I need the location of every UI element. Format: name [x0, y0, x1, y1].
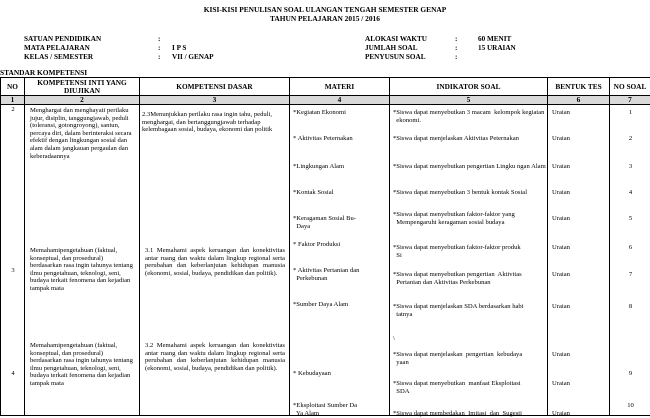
column-number: 4 — [290, 96, 390, 105]
cell-kompetensi-inti — [25, 105, 140, 416]
meta-label-kelas: KELAS / SEMESTER — [24, 53, 93, 61]
stray-mark: \ — [393, 335, 413, 343]
no-soal-item: 8 — [610, 303, 650, 311]
header-kompetensi-dasar: KOMPETENSI DASAR — [140, 78, 290, 96]
bentuk-item: Uraian — [552, 271, 570, 279]
meta-colon: : — [158, 53, 160, 61]
no-soal-item: 4 — [610, 189, 650, 197]
bentuk-item: Uraian — [552, 189, 570, 197]
meta-label-alokasi: ALOKASI WAKTU — [365, 35, 427, 43]
no-soal-item: 6 — [610, 244, 650, 252]
column-number: 5 — [390, 96, 548, 105]
materi-item: *Lingkungan Alam — [293, 163, 388, 171]
indikator-item: *Siswa dapat menyebutkan faktor-faktor yang Mempengaruhi keragaman sosial budaya — [393, 211, 545, 226]
meta-colon: : — [158, 44, 160, 52]
indikator-item: *Siswa dapat menyebutkan manfaat Eksploitasi SDA — [393, 380, 545, 395]
ki-text: Memahamipengetahuan (faktual, konseptual, dan prosedural) berdasarkan rasa ingin tahunya tentang ilmu pengetahuan, teknologi, seni, budaya terkait fenomena dan kejadian tampak mata — [30, 247, 136, 293]
kd-text: 3.1 Memahami aspek keruangan dan konektivitas antar ruang dan waktu dalam lingkup regional serta perubahan dan keberlanjutan kehidupan manusia (ekonomi, sosial, budaya, pendidikan dan politik). — [145, 247, 285, 277]
indikator-item: *Siswa dapat menyebutkan 3 macam kelompok kegiatan ekonomi. — [393, 109, 545, 124]
bentuk-item: Uraian — [552, 303, 570, 311]
meta-colon: : — [455, 35, 457, 43]
meta-label-jumlah: JUMLAH SOAL — [365, 44, 418, 52]
materi-item: *Sumber Daya Alam — [293, 301, 388, 309]
column-number: 6 — [548, 96, 610, 105]
meta-colon: : — [455, 44, 457, 52]
cell-no — [1, 105, 25, 416]
no-soal-item: 3 — [610, 163, 650, 171]
column-number-row — [1, 96, 650, 105]
column-number: 3 — [140, 96, 290, 105]
header-no-soal: NO SOAL — [610, 78, 650, 96]
ki-text: Menghargai dan menghayati perilaku jujur, disiplin, tanggungjawab, peduli (toleransi, gotongroyong), santun, percaya diri, dalam berinteraksi secara efektif dengan lingkungan sosial dan alam dalam jangkauan pergaulan dan keberadaannya — [30, 107, 136, 160]
indikator-item: *Siswa dapat menyebutkan pengertian Aktivitas Pertanian dan Aktivitas Perkebunan — [393, 271, 545, 286]
header-row — [1, 78, 650, 96]
header-no: NO — [1, 78, 25, 96]
indikator-item: *Siswa dapat membedakan Imitasi dan Sugesti — [393, 410, 545, 418]
kd-text: 2.3Menunjukkan perilaku rasa ingin tahu, peduli, menghargai, dan bertanggungjawab terhadap kelembagaan sosial, budaya, ekonomi dan politik — [142, 111, 284, 134]
bentuk-item: Uraian — [552, 351, 570, 359]
no-soal-item: 5 — [610, 215, 650, 223]
column-number: 2 — [25, 96, 140, 105]
indikator-item: *Siswa dapat menyebutkan 3 bentuk kontak Sosial — [393, 189, 545, 197]
materi-item: *Kontak Sosial — [293, 189, 388, 197]
header-indikator: INDIKATOR SOAL — [390, 78, 548, 96]
cell-materi — [290, 105, 390, 416]
section-label: STANDAR KOMPETENSI — [0, 68, 87, 77]
meta-colon: : — [455, 53, 457, 61]
indikator-item: *Siswa dapat menjelaskan SDA berdasarkan habi tatnya — [393, 303, 545, 318]
no-soal-item: 9 — [610, 370, 650, 378]
row-number: 4 — [1, 370, 25, 378]
bentuk-item: Uraian — [552, 109, 570, 117]
indikator-item: *Siswa dapat menyebutkan faktor-faktor produk Si — [393, 244, 545, 259]
cell-indikator — [390, 105, 548, 416]
document-subtitle: TAHUN PELAJARAN 2015 / 2016 — [0, 14, 650, 23]
header-kompetensi-inti: KOMPETENSI INTI YANG DIUJIKAN — [25, 78, 140, 96]
table-body-row — [1, 105, 650, 416]
bentuk-item: Uraian — [552, 135, 570, 143]
meta-label-penyusun: PENYUSUN SOAL — [365, 53, 426, 61]
document-title: KISI-KISI PENULISAN SOAL ULANGAN TENGAH SEMESTER GENAP — [0, 5, 650, 14]
meta-label-mapel: MATA PELAJARAN — [24, 44, 90, 52]
ki-text: Memahamipengetahuan (faktual, konseptual, dan prosedural) berdasarkan rasa ingin tahunya tentang ilmu pengetahuan, teknologi, seni, budaya terkait fenomena dan kejadian tampak mata — [30, 342, 136, 388]
no-soal-item: 2 — [610, 135, 650, 143]
materi-item: *Keragaman Sosial Bu- Daya — [293, 215, 388, 230]
no-soal-item: 1 — [610, 109, 650, 117]
cell-no-soal — [610, 105, 650, 416]
materi-item: *Kegiatan Ekonomi — [293, 109, 388, 117]
indikator-item: *Siswa dapat menyebutkan pengertian Lingku ngan Alam — [393, 163, 545, 171]
header-bentuk-tes: BENTUK TES — [548, 78, 610, 96]
meta-value-alokasi: 60 MENIT — [478, 35, 511, 43]
bentuk-item: Uraian — [552, 215, 570, 223]
kd-text: 3.2 Memahami aspek keruangan dan konektivitas antar ruang dan waktu dalam lingkup regional serta perubahan dan keberlanjutan kehidupan manusia (ekonomi, sosial, budaya, pendidikan dan politik). — [145, 342, 285, 372]
row-number: 3 — [1, 267, 25, 275]
meta-colon: : — [158, 35, 160, 43]
meta-value-mapel: I P S — [172, 44, 186, 52]
cell-bentuk-tes — [548, 105, 610, 416]
meta-value-jumlah: 15 URAIAN — [478, 44, 516, 52]
cell-kompetensi-dasar — [140, 105, 290, 416]
bentuk-item: Uraian — [552, 163, 570, 171]
no-soal-item: 10 — [610, 402, 650, 410]
indikator-item: *Siswa dapat menjelaskan Aktivitas Peternakan — [393, 135, 545, 143]
materi-item: * Faktor Produksi — [293, 241, 388, 249]
materi-item: * Aktivitas Pertanian dan Perkebunan — [293, 267, 388, 282]
meta-label-satuan: SATUAN PENDIDIKAN — [24, 35, 101, 43]
column-number: 7 — [610, 96, 650, 105]
row-number: 2 — [1, 106, 25, 114]
indikator-item: *Siswa dapat menjelaskan pengertian kebudaya yaan — [393, 351, 545, 366]
header-materi: MATERI — [290, 78, 390, 96]
bentuk-item: Uraian — [552, 244, 570, 252]
meta-value-kelas: VII / GENAP — [172, 53, 214, 61]
no-soal-item: 7 — [610, 271, 650, 279]
bentuk-item: Uraian — [552, 380, 570, 388]
column-number: 1 — [1, 96, 25, 105]
bentuk-item: Uraian — [552, 410, 570, 418]
materi-item: *Eksploitasi Sumber Da Ya Alam — [293, 402, 388, 417]
materi-item: * Kebudayaan — [293, 370, 388, 378]
kisi-kisi-table — [0, 77, 650, 416]
materi-item: * Aktivitas Peternakan — [293, 135, 388, 143]
